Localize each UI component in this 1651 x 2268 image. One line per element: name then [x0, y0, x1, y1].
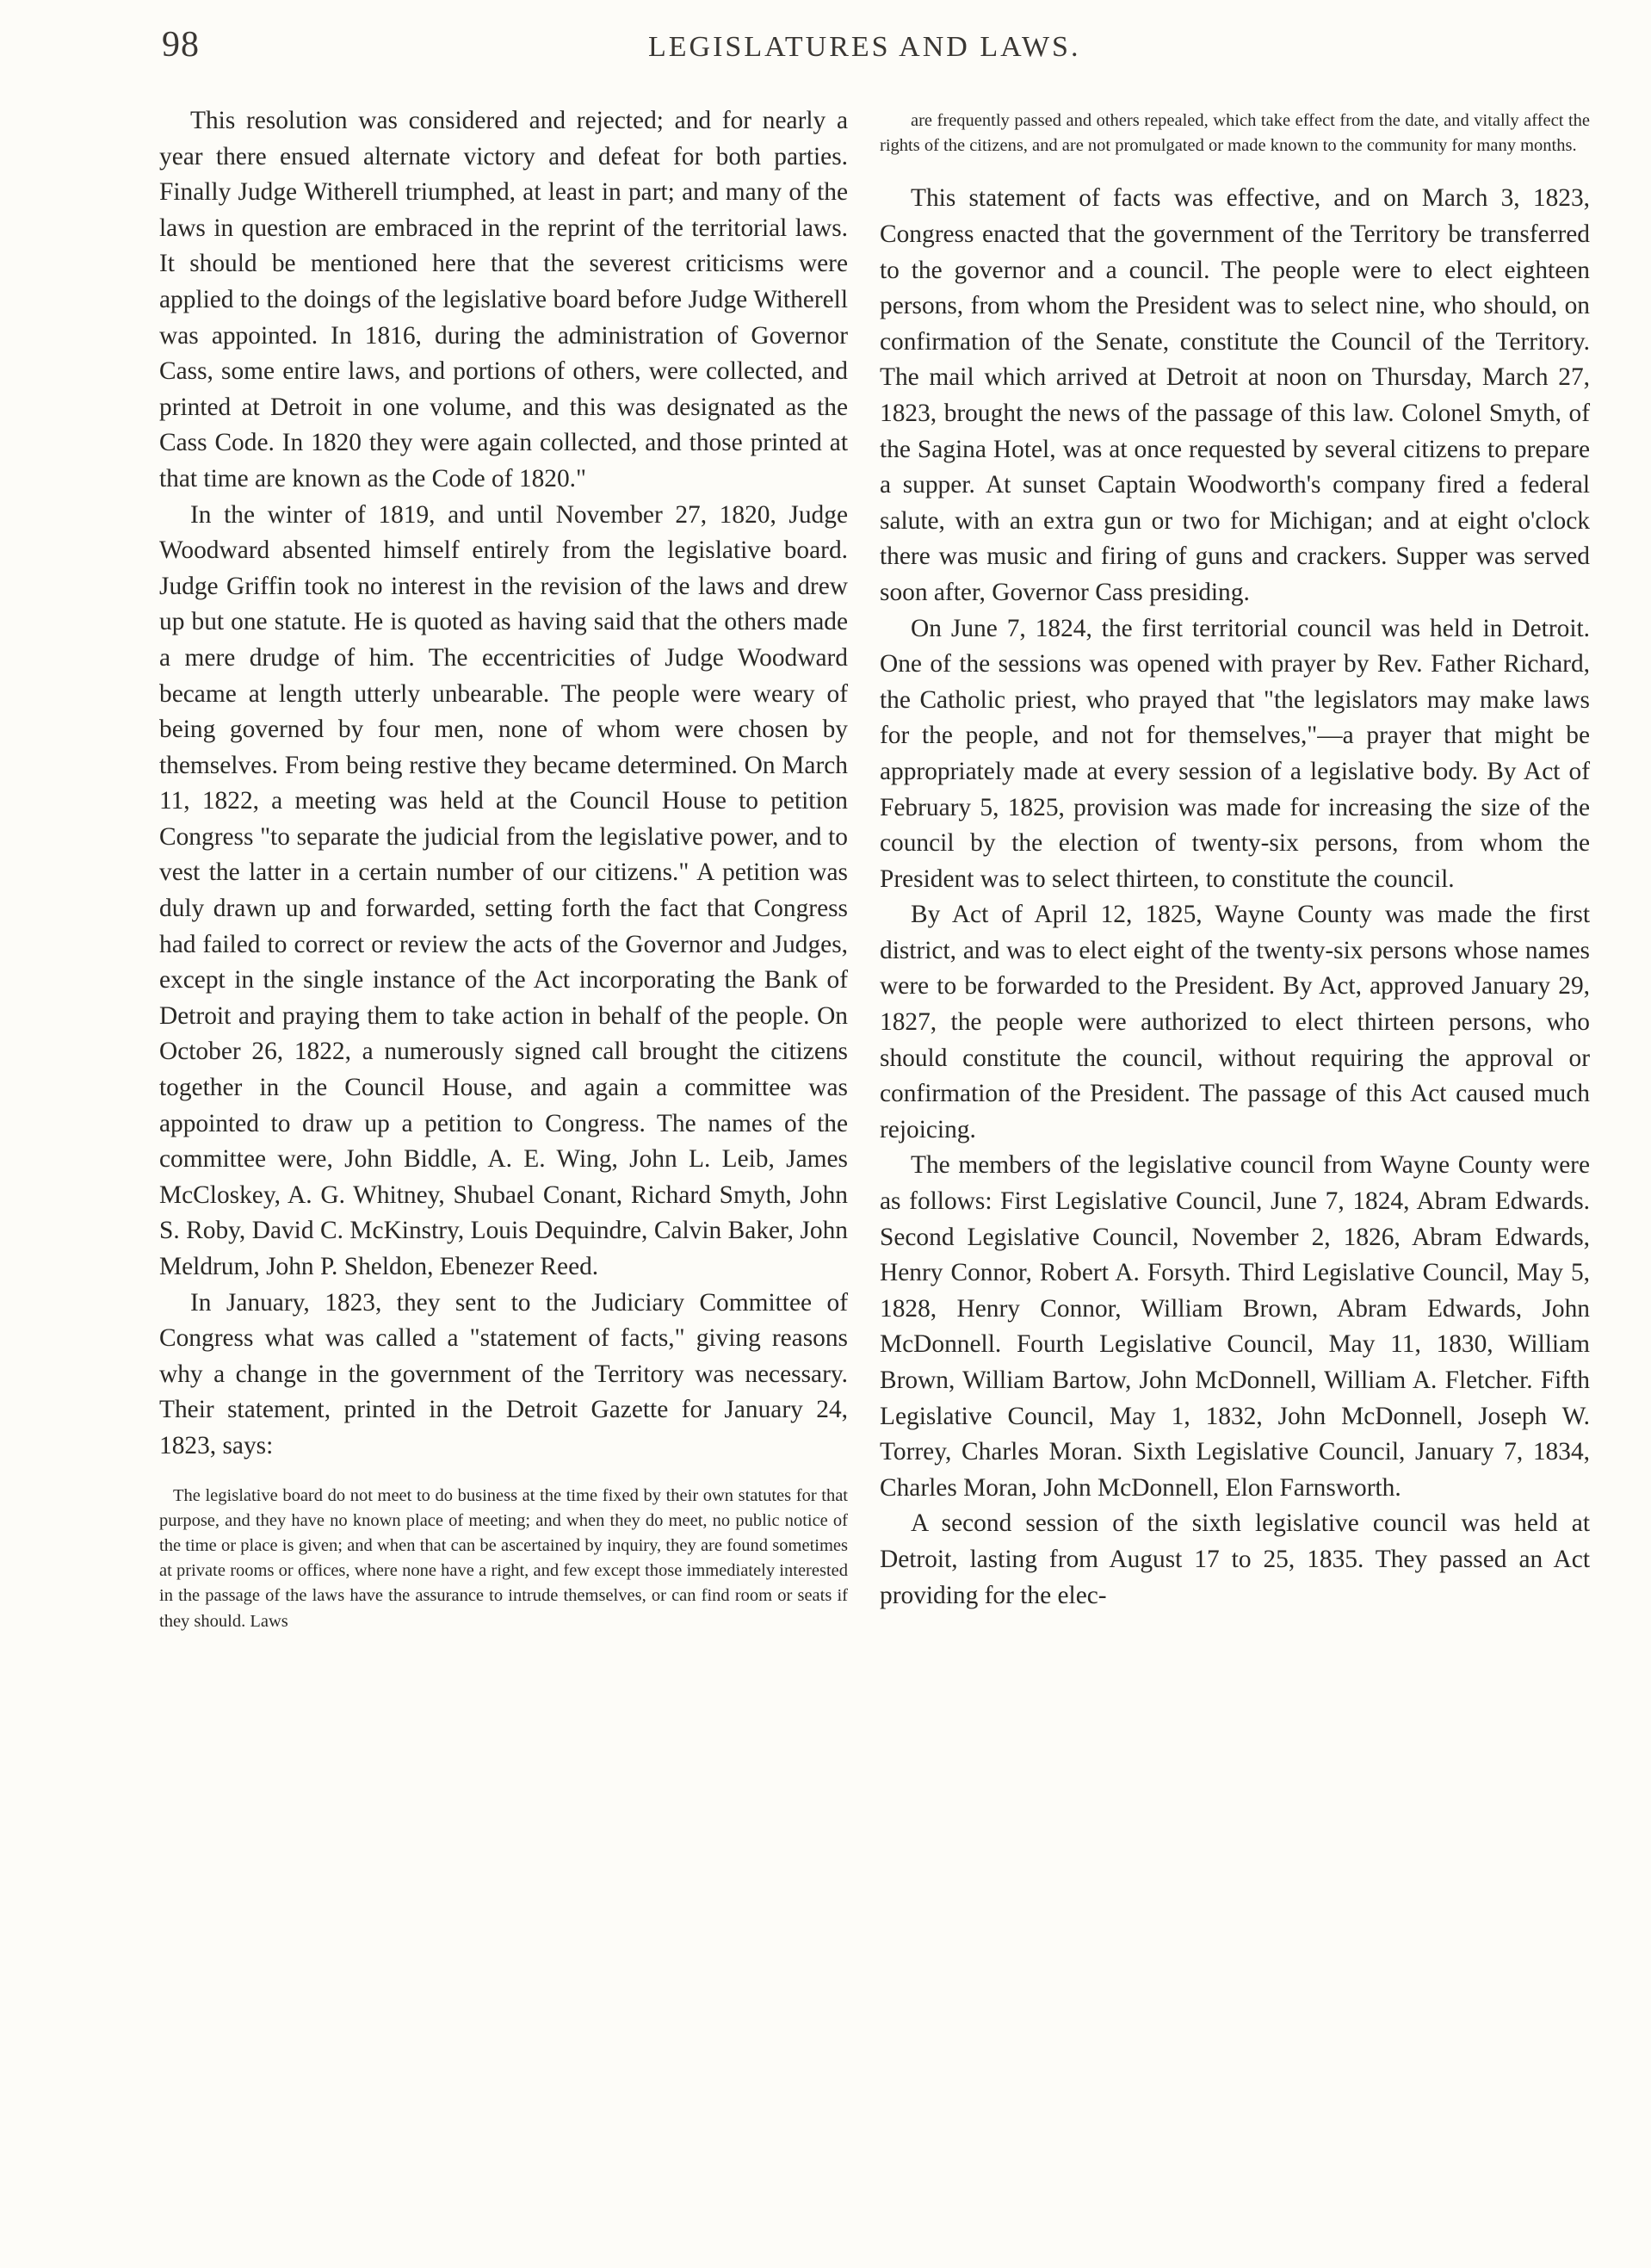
- paragraph: By Act of April 12, 1825, Wayne County was made the first district, and was to elect eight of the twenty-six persons whose names were to be forwarded to the President. By Act, approved January 29, 1827, the people were authorized to elect thirteen persons, who should constitute the council, without requiring the approval or confirmation of the President. The passage of this Act caused much rejoicing.: [880, 901, 1590, 1143]
- paragraph: In the winter of 1819, and until November 27, 1820, Judge Woodward absented himself entirely from the legislative board. Judge Griffin took no interest in the revision of the laws and drew up but one statute. He is quoted as having said that the others made a mere drudge of him. The eccentricities of Judge Woodward became at length utterly unbearable. The people were weary of being governed by four men, none of whom were chosen by themselves. From being restive they became determined. On March 11, 1822, a meeting was held at the Council House to petition Congress "to separate the judicial from the legislative power, and to vest the latter in a certain number of our citizens." A petition was duly drawn up and forwarded, setting forth the fact that Congress had failed to correct or review the acts of the Governor and Judges, except in the single instance of the Act incorporating the Bank of Detroit and praying them to take action in behalf of the people. On October 26, 1822, a numerously signed call brought the citizens together in the Council House, and again a committee was appointed to draw up a petition to Congress. The names of the committee were, John Biddle, A. E. Wing, John L. Leib, James McCloskey, A. G. Whitney, Shubael Conant, Richard Smyth, John S. Roby, David C. McKinstry, Louis Dequindre, Calvin Baker, John Meldrum, John P. Sheldon, Ebenezer Reed.: [159, 500, 848, 1280]
- paragraph: This resolution was considered and rejected; and for nearly a year there ensued alternate victory and defeat for both parties. Finally Judge Witherell triumphed, at least in part; and many of the laws in question are embraced in the reprint of the territorial laws. It should be mentioned here that the severest criticisms were applied to the doings of the legislative board before Judge Witherell was appointed. In 1816, during the administration of Governor Cass, some entire laws, and portions of others, were collected, and printed at Detroit in one volume, and this was designated as the Cass Code. In 1820 they were again collected, and those printed at that time are known as the Code of 1820.": [159, 107, 848, 493]
- right-column: [880, 108, 1590, 1614]
- paragraph: A second session of the sixth legislative council was held at Detroit, lasting from August 17 to 25, 1835. They passed an Act providing for the elec-: [880, 1509, 1590, 1609]
- paragraph: In January, 1823, they sent to the Judiciary Committee of Congress what was called a "statement of facts," giving reasons why a change in the government of the Territory was necessary. Their statement, printed in the Detroit Gazette for January 24, 1823, says:: [159, 1288, 848, 1459]
- block-quote: The legislative board do not meet to do business at the time fixed by their own statutes for that purpose, and they have no known place of meeting; and when they do meet, no public notice of the time or place is given; and when that can be ascertained by inquiry, they are found sometimes at private rooms or offices, where none have a right, and few except those immediately interested in the passage of the laws have the assurance to intrude themselves, or can find room or seats if they should. Laws: [159, 1485, 848, 1631]
- page-number: 98: [162, 25, 200, 65]
- block-quote-continued: are frequently passed and others repealed, which take effect from the date, and vitally affect the rights of the citizens, and are not promulgated or made known to the community for many months.: [880, 111, 1590, 156]
- running-head: LEGISLATURES AND LAWS.: [648, 31, 1081, 63]
- paragraph: The members of the legislative council from Wayne County were as follows: First Legislative Council, June 7, 1824, Abram Edwards. Second Legislative Council, November 2, 1826, Abram Edwards, Henry Connor, Robert A. Forsyth. Third Legislative Council, May 5, 1828, Henry Connor, William Brown, Abram Edwards, John McDonnell. Fourth Legislative Council, May 11, 1830, William Brown, William Bartow, John McDonnell, William A. Fletcher. Fifth Legislative Council, May 1, 1832, John McDonnell, Joseph W. Torrey, Charles Moran. Sixth Legislative Council, January 7, 1834, Charles Moran, John McDonnell, Elon Farnsworth.: [880, 1151, 1590, 1502]
- paragraph: On June 7, 1824, the first territorial council was held in Detroit. One of the sessions was opened with prayer by Rev. Father Richard, the Catholic priest, who prayed that "the legislators may make laws for the people, and not for themselves,"—a prayer that might be appropriately made at every session of a legislative body. By Act of February 5, 1825, provision was made for increasing the size of the council by the election of twenty-six persons, from whom the President was to select thirteen, to constitute the council.: [880, 614, 1590, 893]
- page-header: [162, 24, 1584, 76]
- left-column: [159, 103, 848, 1634]
- paragraph: This statement of facts was effective, and on March 3, 1823, Congress enacted that the government of the Territory be transferred to the governor and a council. The people were to elect eighteen persons, from whom the President was to select nine, who should, on confirmation of the Senate, constitute the Council of the Territory. The mail which arrived at Detroit at noon on Thursday, March 27, 1823, brought the news of the passage of this law. Colonel Smyth, of the Sagina Hotel, was at once requested by several citizens to prepare a supper. At sunset Captain Woodworth's company fired a federal salute, with an extra gun or two for Michigan; and at eight o'clock there was music and firing of guns and crackers. Supper was served soon after, Governor Cass presiding.: [880, 184, 1590, 606]
